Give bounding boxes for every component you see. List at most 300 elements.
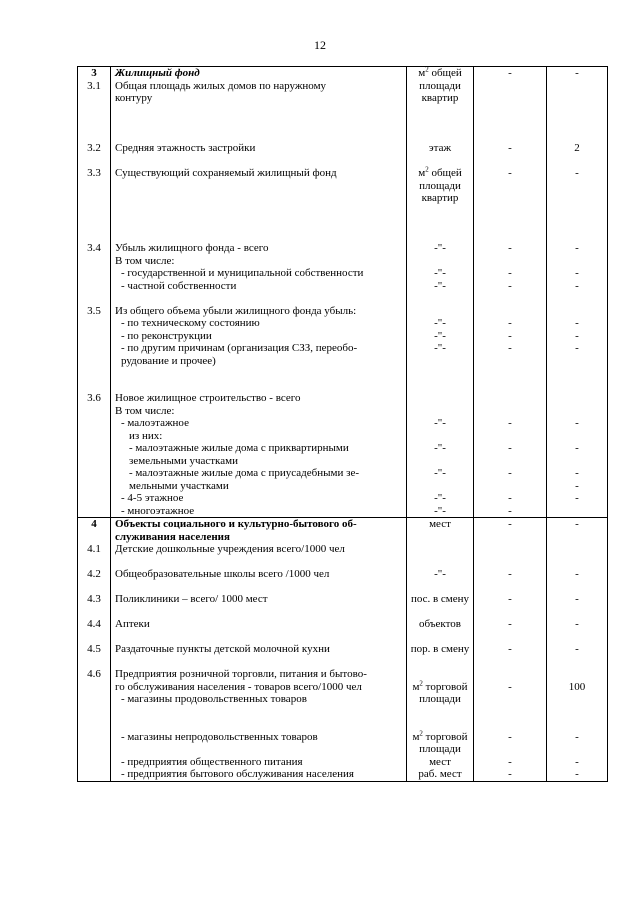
unit-text: -"-	[434, 242, 446, 254]
spacer	[115, 606, 404, 619]
spacer	[78, 606, 110, 619]
row-label-cell	[111, 167, 407, 242]
unit-cell	[407, 593, 474, 618]
section-number	[78, 518, 111, 569]
row-number: 3.1	[87, 79, 101, 92]
value2-text	[547, 668, 607, 681]
spacer	[78, 731, 110, 744]
value2-cell	[547, 167, 608, 242]
spacer	[474, 606, 546, 619]
row-number-cell	[78, 167, 111, 242]
unit-text	[407, 392, 473, 405]
value2-text: -	[575, 267, 579, 279]
spacer	[474, 155, 546, 168]
spacer	[407, 367, 473, 380]
value1-text: -	[508, 417, 512, 429]
spacer	[78, 656, 110, 669]
value2-text: -	[575, 242, 579, 254]
spacer	[78, 180, 110, 193]
spacer	[115, 130, 404, 143]
spacer	[547, 205, 607, 218]
spacer	[407, 380, 473, 393]
row-number: 4.4	[87, 618, 101, 630]
spacer	[78, 492, 110, 505]
row-label-cell	[111, 142, 407, 167]
row-number-cell	[78, 618, 111, 643]
row-label: Новое жилищное строительство - всего	[115, 392, 301, 404]
data-row	[78, 643, 608, 668]
value2-text	[547, 706, 607, 719]
value2-cell	[547, 618, 608, 643]
spacer	[78, 693, 110, 706]
value1-text	[474, 743, 546, 756]
spacer	[115, 292, 404, 305]
value1-text	[474, 255, 546, 268]
value2-text: -	[575, 167, 579, 179]
unit-text: объектов	[419, 618, 461, 630]
section-header-row	[78, 518, 608, 569]
value1-text: -	[508, 730, 512, 743]
spacer	[474, 117, 546, 130]
spacer	[78, 380, 110, 393]
spacer	[474, 656, 546, 669]
value2-text	[547, 743, 607, 756]
unit-text: площади	[419, 179, 461, 192]
spacer	[78, 455, 110, 468]
value2-cell	[547, 643, 608, 668]
value1-cell	[474, 67, 547, 143]
value1-text: -	[508, 768, 512, 780]
unit-text: площади	[419, 743, 461, 755]
spacer	[78, 205, 110, 218]
spacer	[78, 355, 110, 368]
value2-text: -	[575, 755, 579, 768]
spacer	[78, 706, 110, 719]
value1-cell	[474, 392, 547, 518]
row-label: - предприятия бытового обслуживания населения	[121, 768, 354, 780]
row-number: 4.1	[87, 543, 101, 555]
value1-text	[474, 480, 546, 493]
value1-text	[474, 392, 546, 405]
value1-text	[474, 455, 546, 468]
value1-cell	[474, 518, 547, 569]
spacer	[78, 105, 110, 118]
row-label: В том числе:	[115, 254, 175, 267]
row-label: го обслуживания населения - товаров всего/1000 чел	[115, 680, 362, 693]
row-number: 3.2	[87, 142, 101, 154]
spacer	[474, 531, 546, 544]
value2-text	[547, 693, 607, 706]
row-label: - 4-5 этажное	[121, 492, 184, 504]
spacer	[474, 292, 546, 305]
data-row	[78, 242, 608, 305]
value1-text: -	[508, 142, 512, 154]
spacer	[474, 367, 546, 380]
row-label: - по реконструкции	[121, 329, 212, 342]
spacer	[78, 155, 110, 168]
unit-text	[407, 480, 473, 493]
value1-text: -	[508, 67, 512, 79]
section-title-text: служивания населения	[115, 530, 230, 543]
value2-text: 100	[568, 680, 586, 693]
value1-text: -	[508, 492, 512, 504]
spacer	[78, 768, 110, 781]
row-label: - предприятия общественного питания	[121, 755, 303, 768]
row-label: - государственной и муниципальной собственности	[121, 267, 364, 279]
spacer	[474, 92, 546, 105]
spacer	[547, 367, 607, 380]
spacer	[78, 581, 110, 594]
value2-cell	[547, 242, 608, 305]
value2-text: -	[575, 417, 579, 429]
spacer	[115, 205, 404, 218]
row-label-cell	[111, 568, 407, 593]
unit-cell	[407, 242, 474, 305]
unit-text: -"-	[434, 267, 446, 279]
unit-text	[407, 255, 473, 268]
value2-cell	[547, 668, 608, 781]
unit-text: -"-	[434, 492, 446, 504]
spacer	[78, 531, 110, 544]
spacer	[115, 117, 404, 130]
unit-cell	[407, 392, 474, 518]
value2-text: -	[575, 67, 579, 79]
row-label: рудование и прочее)	[121, 354, 216, 367]
unit-text	[407, 405, 473, 418]
spacer	[547, 581, 607, 594]
unit-cell	[407, 618, 474, 643]
indicators-table	[77, 66, 608, 782]
data-row	[78, 568, 608, 593]
spacer	[407, 656, 473, 669]
spacer	[78, 681, 110, 694]
unit-text: пос. в смену	[410, 593, 470, 605]
value1-cell	[474, 618, 547, 643]
spacer	[78, 92, 110, 105]
value2-text: 2	[574, 142, 580, 154]
value1-cell	[474, 167, 547, 242]
value2-text	[547, 455, 607, 468]
unit-text: -"-	[434, 417, 446, 429]
value2-cell	[547, 305, 608, 393]
value1-text: -	[508, 618, 512, 630]
row-number: 4.5	[87, 643, 101, 655]
spacer	[547, 531, 607, 544]
spacer	[78, 480, 110, 493]
row-number: 3.5	[87, 304, 101, 317]
spacer	[115, 581, 404, 594]
spacer	[78, 405, 110, 418]
row-label-cell	[111, 618, 407, 643]
unit-cell	[407, 67, 474, 143]
row-label-cell	[111, 668, 407, 781]
spacer	[547, 192, 607, 205]
row-label: земельными участками	[129, 454, 238, 467]
row-label: - малоэтажные жилые дома с приусадебными зе-	[129, 467, 360, 479]
value1-text: -	[508, 167, 512, 179]
unit-text: площади	[419, 79, 461, 92]
row-number-cell	[78, 392, 111, 518]
value2-text: -	[575, 342, 579, 354]
spacer	[407, 205, 473, 218]
spacer	[78, 117, 110, 130]
unit-text: квартир	[421, 92, 459, 104]
row-label: мельными участками	[129, 479, 229, 492]
spacer	[407, 130, 473, 143]
row-number: 4.2	[87, 568, 101, 580]
value1-text	[474, 706, 546, 719]
unit-text	[407, 430, 473, 443]
spacer	[115, 180, 404, 193]
value2-text: -	[575, 568, 579, 580]
row-number: 4.6	[87, 668, 101, 680]
value2-cell	[547, 518, 608, 569]
spacer	[407, 230, 473, 243]
row-label: - по техническому состоянию	[121, 317, 260, 329]
spacer	[78, 756, 110, 769]
spacer	[407, 217, 473, 230]
value2-text	[547, 80, 607, 93]
value1-text	[474, 305, 546, 318]
unit-text	[407, 305, 473, 318]
row-label: Средняя этажность застройки	[115, 142, 256, 154]
value2-text: -	[575, 492, 579, 504]
row-label: из них:	[129, 429, 163, 442]
value2-text: -	[575, 467, 579, 479]
data-row	[78, 142, 608, 167]
value1-text: -	[508, 242, 512, 254]
value2-text: -	[575, 593, 579, 605]
spacer	[407, 105, 473, 118]
row-label: Из общего объема убыли жилищного фонда убыль:	[115, 304, 357, 317]
value2-text: -	[575, 518, 579, 530]
spacer	[78, 467, 110, 480]
spacer	[474, 380, 546, 393]
spacer	[474, 192, 546, 205]
value2-text: -	[575, 618, 579, 630]
indicators-table-body	[78, 67, 608, 782]
value1-text: -	[508, 342, 512, 354]
spacer	[78, 255, 110, 268]
value2-text	[547, 255, 607, 268]
spacer	[407, 581, 473, 594]
spacer	[547, 606, 607, 619]
value1-text: -	[508, 755, 512, 768]
spacer	[78, 292, 110, 305]
spacer	[474, 180, 546, 193]
unit-text	[407, 668, 473, 681]
spacer	[115, 105, 404, 118]
row-label: - частной собственности	[121, 279, 237, 292]
row-label: Общая площадь жилых домов по наружному	[115, 79, 327, 92]
value1-text: -	[508, 317, 512, 329]
row-label: Раздаточные пункты детской молочной кухни	[115, 643, 330, 655]
spacer	[78, 367, 110, 380]
value2-cell	[547, 67, 608, 143]
row-number-cell	[78, 643, 111, 668]
spacer	[78, 317, 110, 330]
section-number-text: 4	[91, 518, 97, 530]
unit-cell	[407, 668, 474, 781]
value2-text	[547, 305, 607, 318]
value1-cell	[474, 242, 547, 305]
value1-text: -	[508, 568, 512, 580]
unit-text: $м^2$ общей	[418, 165, 462, 179]
value1-cell	[474, 568, 547, 593]
unit-cell	[407, 643, 474, 668]
unit-text: $м^2$ торговой	[412, 678, 468, 693]
data-row	[78, 593, 608, 618]
unit-text: -"-	[434, 329, 446, 342]
row-label	[115, 743, 404, 756]
spacer	[78, 330, 110, 343]
value1-cell	[474, 142, 547, 167]
value1-text: -	[508, 279, 512, 292]
value2-text	[547, 430, 607, 443]
section-number	[78, 67, 111, 143]
unit-text	[407, 355, 473, 368]
value2-text	[547, 405, 607, 418]
spacer	[78, 442, 110, 455]
spacer	[78, 417, 110, 430]
row-label-cell	[111, 392, 407, 518]
value1-text: -	[508, 467, 512, 479]
spacer	[407, 117, 473, 130]
row-number: 3.6	[87, 392, 101, 404]
spacer	[407, 292, 473, 305]
unit-cell	[407, 142, 474, 167]
spacer	[407, 155, 473, 168]
value1-text	[474, 668, 546, 681]
value2-text: -	[575, 442, 579, 454]
spacer	[78, 342, 110, 355]
value1-text	[474, 430, 546, 443]
row-label: В том числе:	[115, 404, 175, 417]
section-title-text: Объекты социального и культурно-бытового об-	[115, 518, 357, 530]
spacer	[547, 656, 607, 669]
section-title	[111, 518, 407, 569]
spacer	[78, 130, 110, 143]
spacer	[407, 606, 473, 619]
row-number: 4.3	[87, 593, 101, 605]
unit-cell	[407, 518, 474, 569]
value1-cell	[474, 643, 547, 668]
value2-cell	[547, 568, 608, 593]
row-label: - многоэтажное	[121, 504, 195, 517]
spacer	[115, 556, 404, 569]
row-label-cell	[111, 593, 407, 618]
unit-text	[407, 706, 473, 719]
spacer	[78, 505, 110, 518]
row-label: Убыль жилищного фонда - всего	[115, 242, 269, 254]
value1-cell	[474, 668, 547, 781]
section-header-row	[78, 67, 608, 143]
section-number-text: 3	[91, 67, 97, 79]
value2-cell	[547, 593, 608, 618]
unit-cell	[407, 305, 474, 393]
unit-text	[407, 455, 473, 468]
row-number-cell	[78, 593, 111, 618]
spacer	[115, 631, 404, 644]
row-label	[115, 718, 404, 731]
row-number-cell	[78, 568, 111, 593]
row-label: Аптеки	[115, 618, 150, 630]
value1-text	[474, 355, 546, 368]
row-label: - малоэтажные жилые дома с приквартирными	[129, 442, 349, 454]
value2-text: -	[575, 479, 579, 492]
spacer	[115, 380, 404, 393]
value2-text: -	[575, 329, 579, 342]
row-label: Предприятия розничной торговли, питания и бытово-	[115, 668, 367, 680]
row-label-cell	[111, 242, 407, 305]
unit-text: этаж	[428, 142, 452, 154]
spacer	[78, 718, 110, 731]
row-number-cell	[78, 242, 111, 305]
spacer	[78, 192, 110, 205]
unit-text	[407, 718, 473, 731]
value1-text: -	[508, 267, 512, 279]
spacer	[547, 105, 607, 118]
spacer	[115, 155, 404, 168]
row-label	[115, 706, 404, 719]
unit-text: мест	[429, 755, 451, 768]
unit-text: -"-	[434, 568, 446, 580]
spacer	[407, 631, 473, 644]
unit-text: -"-	[434, 442, 446, 454]
row-label: - магазины непродовольственных товаров	[121, 730, 318, 743]
spacer	[78, 631, 110, 644]
value2-text: -	[575, 730, 579, 743]
row-label: Общеобразовательные школы всего /1000 чел	[115, 568, 330, 580]
value2-text	[547, 355, 607, 368]
row-number-cell	[78, 142, 111, 167]
value1-cell	[474, 305, 547, 393]
value1-text	[474, 80, 546, 93]
spacer	[547, 155, 607, 168]
value2-text	[547, 505, 607, 518]
unit-cell	[407, 167, 474, 242]
spacer	[474, 205, 546, 218]
spacer	[547, 117, 607, 130]
unit-text: -"-	[434, 467, 446, 479]
spacer	[78, 280, 110, 293]
unit-text: -"-	[434, 504, 446, 517]
data-row	[78, 167, 608, 242]
value1-text: -	[508, 504, 512, 517]
spacer	[547, 292, 607, 305]
spacer	[547, 380, 607, 393]
value1-text: -	[508, 442, 512, 454]
unit-text: раб. мест	[418, 768, 462, 780]
unit-text: $м^2$ общей	[418, 65, 462, 79]
unit-text: пор. в смену	[410, 643, 470, 655]
spacer	[78, 430, 110, 443]
row-label: - магазины продовольственных товаров	[121, 693, 307, 705]
value2-text: -	[575, 768, 579, 780]
spacer	[474, 105, 546, 118]
data-row	[78, 618, 608, 643]
row-label: Детские дошкольные учреждения всего/1000 чел	[115, 543, 345, 555]
unit-text: площади	[419, 693, 461, 705]
value1-text: -	[508, 680, 512, 693]
unit-text: -"-	[434, 317, 446, 329]
value2-cell	[547, 142, 608, 167]
data-row	[78, 668, 608, 781]
row-label: - малоэтажное	[121, 417, 189, 429]
row-number-cell	[78, 305, 111, 393]
row-label-cell	[111, 643, 407, 668]
unit-text: $м^2$ торговой	[412, 728, 468, 743]
